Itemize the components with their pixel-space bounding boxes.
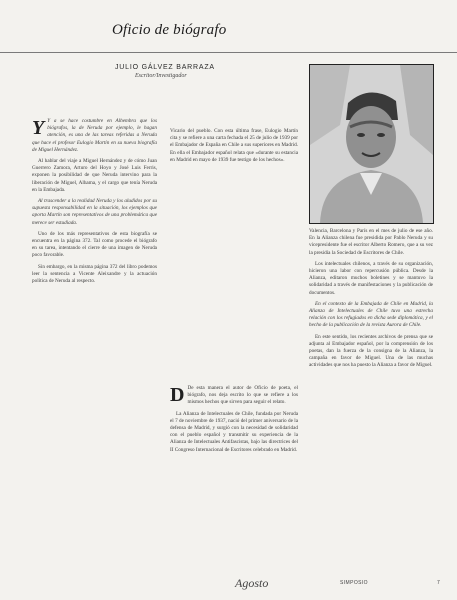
article-paragraph: Sin embargo, en la misma página 372 del libro podemos leer la sentencia a Vicente Aleixandre y la actuación política de Neruda al respecto.: [32, 263, 157, 285]
article-paragraph: Al trascender a la realidad Neruda y los aludidos por su supuesta responsabilidad en la situación, los ejemplos que aporta Martín son representativos de una problemática que merece ser estudiada.: [32, 198, 157, 226]
magazine-name: SIMPOSIO: [340, 580, 368, 586]
article-paragraph: Y Y a se hace costumbre en Alhembra que los biógrafos, la de Neruda por ejemplo, le hagan atención, es una de las tareas referidas a Neruda que hace el profesor Eulogio Martín en su nueva biografía de Miguel Hernández.: [32, 117, 157, 153]
article-column-3: [309, 228, 433, 374]
section-title: Oficio de biógrafo: [112, 22, 227, 38]
author-name: JULIO GÁLVEZ BARRAZA: [115, 64, 215, 71]
article-paragraph: D De esta manera el autor de Oficio de poeta, el biógrafo, nos deja escrito lo que se refiere a los mismos hechos que sirven para seguir el relato.: [170, 384, 298, 406]
header-rule: [0, 52, 457, 53]
handwritten-signature: Agosto: [235, 576, 269, 590]
article-paragraph: La Alianza de Intelectuales de Chile, fundada por Neruda el 7 de noviembre de 1937, nació del primer aniversario de la defensa de Madrid, y surgió con la necesidad de solidaridad con el pueblo español y transmitir su experiencia de la Alianza de Intelectuales Antifascistas, bajo las directrices del II Congreso Internacional de Escritores celebrado en Madrid.: [170, 410, 298, 453]
article-paragraph: Los intelectuales chilenos, a través de su organización, hicieron una labor con repercusión pública. Desde la Alianza, editaron muchos boletines y se mantuvo la solidaridad a través de manifestaciones y la publicación de documentos.: [309, 260, 433, 296]
article-paragraph: Uno de los más representativos de esta biografía se encuentra en la página 372. Tal como procede el biógrafo en su tarea, intentando el cierre de una imagen de Neruda poco favorable.: [32, 230, 157, 259]
page-number: 7: [437, 580, 440, 586]
author-photo: [309, 64, 434, 224]
portrait-image: [310, 65, 433, 223]
article-column-2: [170, 128, 298, 168]
article-paragraph: En este sentido, los recientes archivos de prensa que se adjunta al Embajador español, por la comprensión de los poetas, dan la fuerza de la consigna de la Alianza, la campaña en favor de Miguel. Una de las muchas actividades que nos ha puesto la Alianza a favor de Miguel.: [309, 333, 433, 369]
drop-cap: Y: [32, 117, 45, 139]
drop-cap: D: [170, 384, 185, 406]
article-paragraph: En el contexto de la Embajada de Chile en Madrid, la Alianza de Intelectuales de Chile tuvo una estrecha relación con los refugiados en dicha sede diplomática, y el hecho de la publicación de la revista Aurora de Chile.: [309, 300, 433, 329]
author-role: Escritor/Investigador: [135, 73, 187, 79]
article-paragraph: Valencia, Barcelona y París en el mes de julio de ese año. En la Alianza chilena fue presidida por Pablo Neruda y su vicepresidente fue el escritor Alberto Romero, que a su vez la presidía la Sociedad de Escritores de Chile.: [309, 228, 433, 256]
article-column-2-lower: [170, 385, 298, 458]
article-column-1: [32, 118, 157, 289]
article-paragraph: Al hablar del viaje a Miguel Hernández y de cómo Juan Guerrero Zamora, Arturo del Hoyo y José Luis Ferris, exponen la posibilidad de que Neruda intervino para la liberación de Miguel, Alhama, y el cargo que tenía Neruda en la Embajada.: [32, 158, 157, 193]
article-paragraph: Vicario del pueblo. Con esta última frase, Eulogio Martín cita y se refiere a una carta fechada el 25 de julio de 1939 por el Embajador de España en Chile a sus superiores en Madrid. En ella el Embajador español relata que «durante su estancia en Madrid en mayo de 1939 fue testigo de los hechos».: [170, 128, 298, 163]
author-block: [115, 64, 215, 79]
